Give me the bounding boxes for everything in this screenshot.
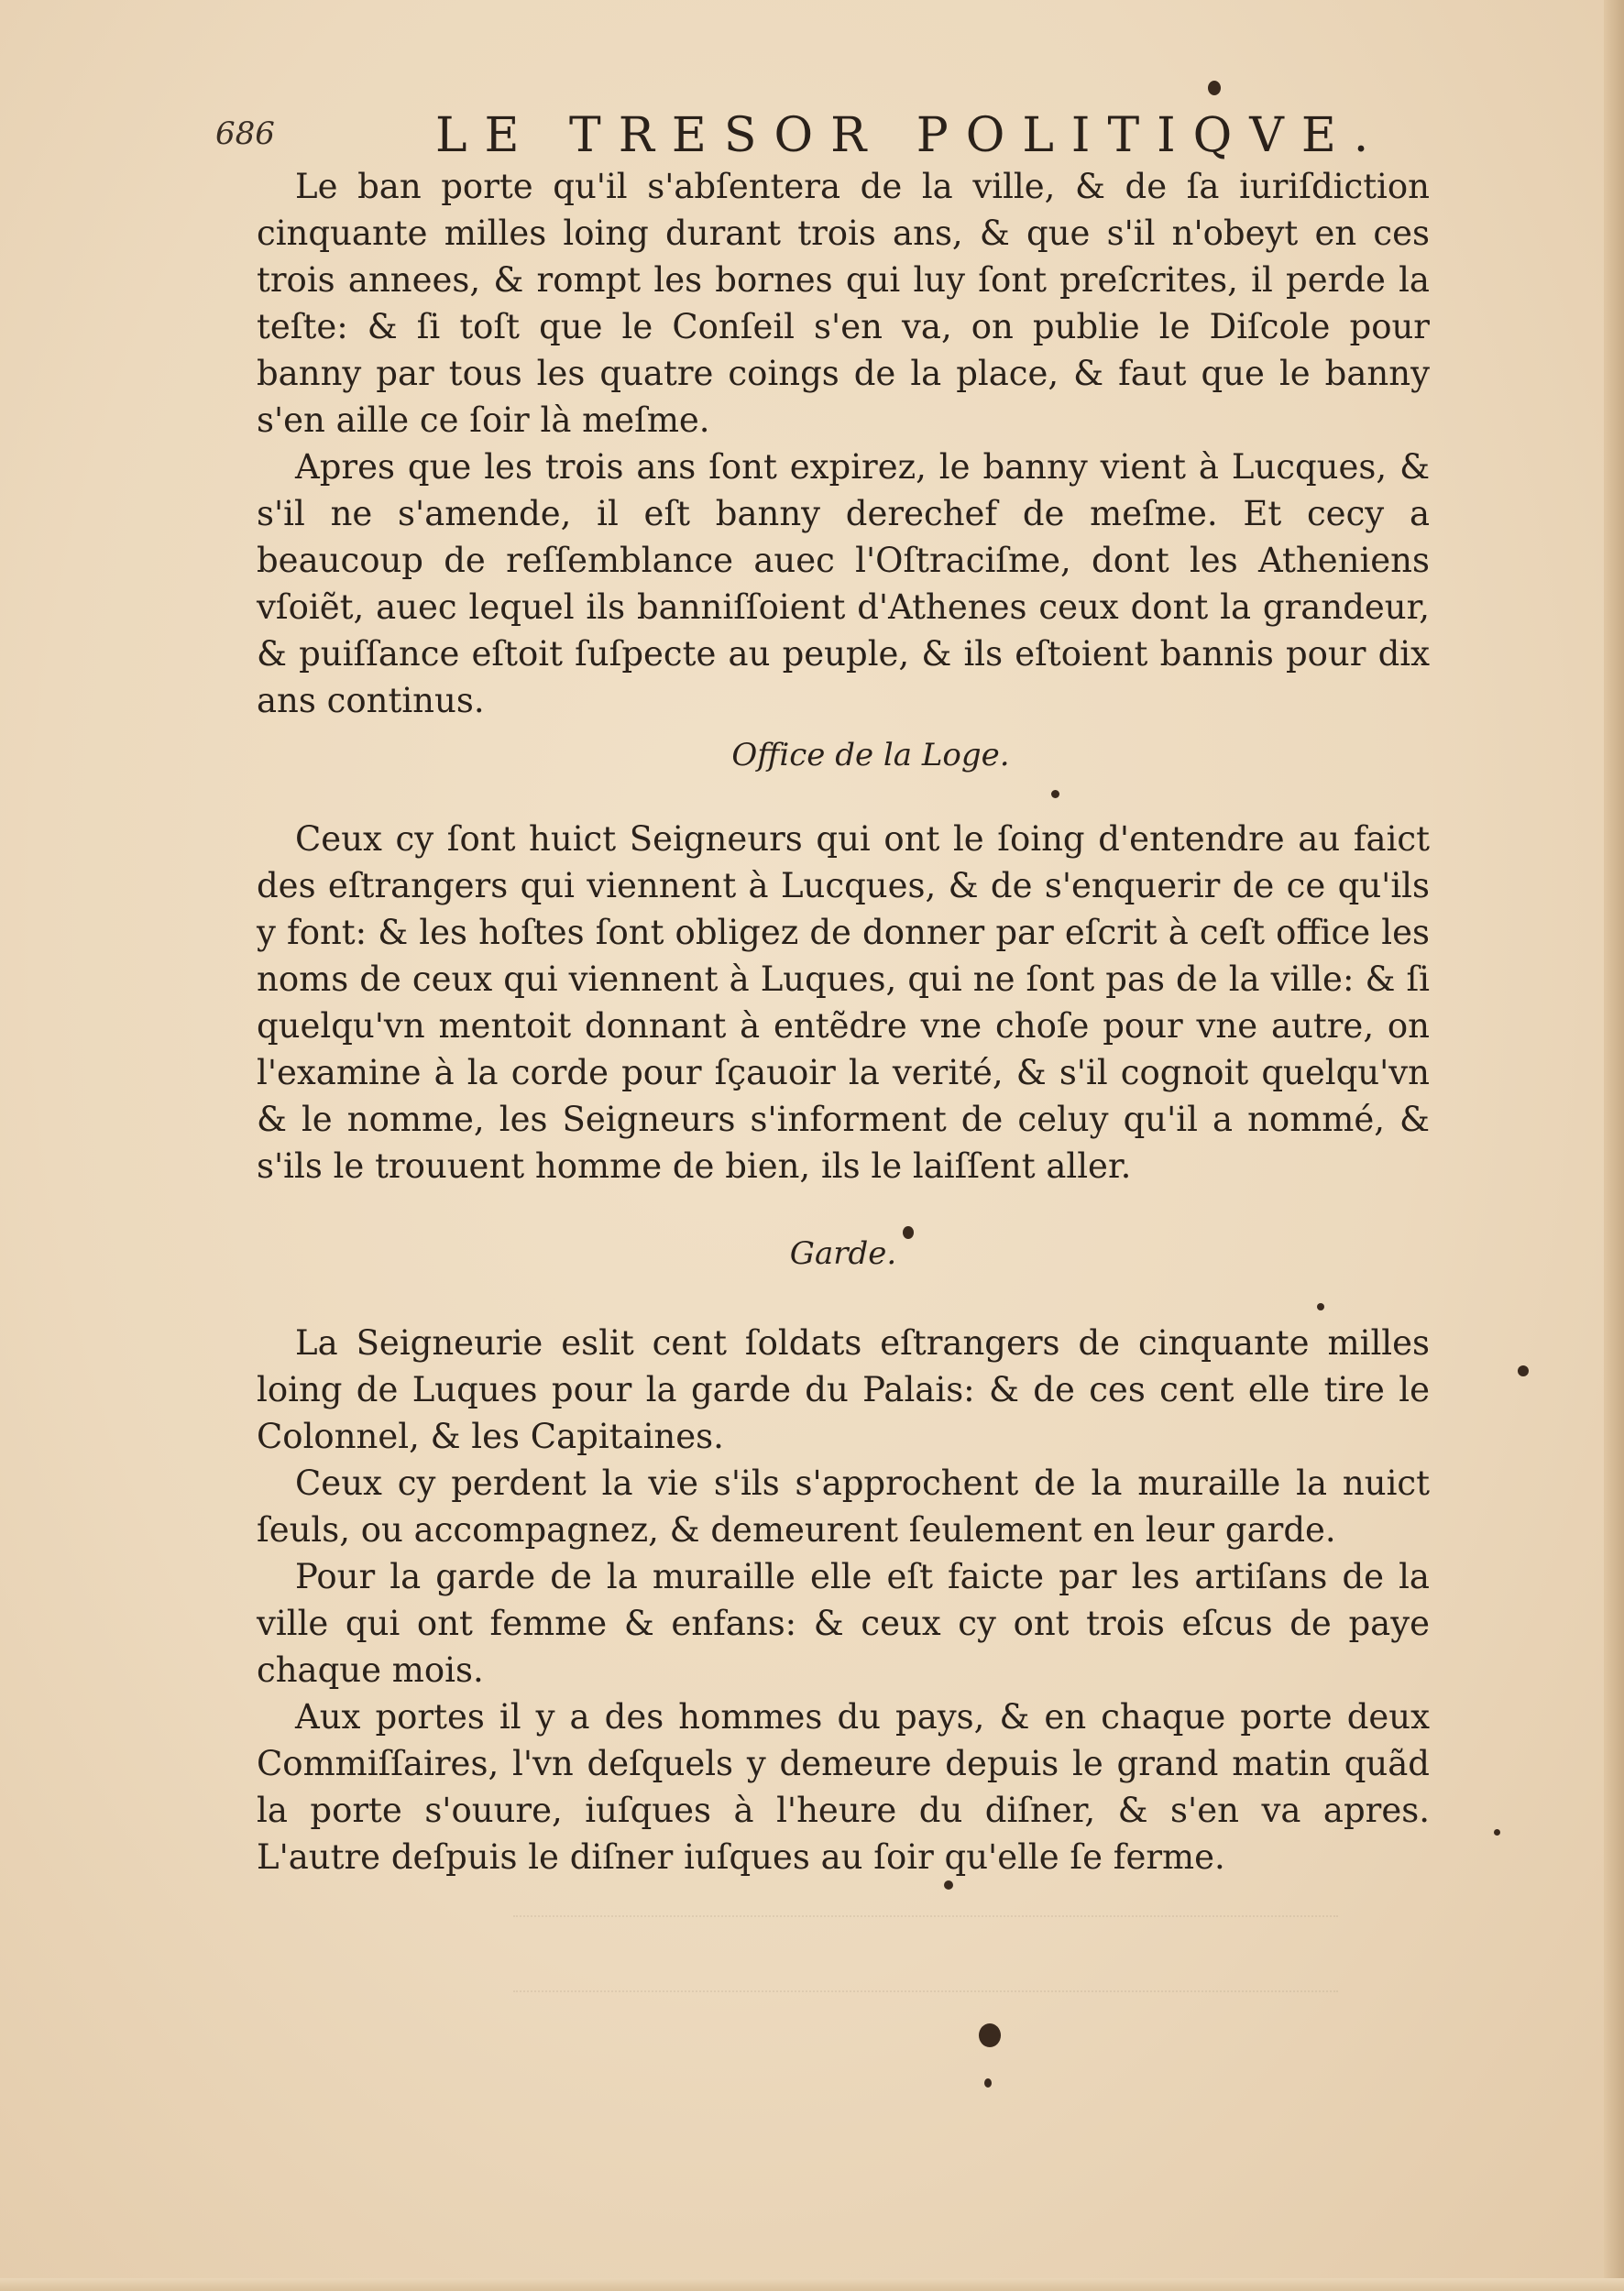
paragraph: Pour la garde de la muraille elle eſt faicte par les artiſans de la ville qui ont femme & enfans: & ceux cy ont trois eſcus de paye chaque mois.: [257, 1557, 1430, 1690]
paragraph: Le ban porte qu'il s'abſentera de la ville, & de ſa iuriſdiction cinquante milles loing durant trois ans, & que s'il n'obeyt en ces trois annees, & rompt les bornes qui luy ſont preſcrites, il perde la teſte: & ſi toſt que le Conſeil s'en va, on publie le Diſcole pour banny par tous les quatre coings de la place, & faut que le banny s'en aille ce ſoir là meſme.: [257, 167, 1430, 440]
paragraph: La Seigneurie eslit cent ſoldats eſtrangers de cinquante milles loing de Luques pour la garde du Palais: & de ces cent elle tire le Colonnel, & les Capitaines.: [257, 1323, 1430, 1456]
section-title-loge: Office de la Loge.: [731, 737, 1010, 773]
ink-spot: [984, 2078, 992, 2088]
page-header: [215, 108, 1434, 163]
ink-spot: [903, 1226, 914, 1239]
page-edge-right: [1604, 0, 1624, 2291]
section-title-garde: Garde.: [789, 1235, 897, 1272]
running-title: LE TRESOR POLITIQVE.: [435, 108, 1387, 163]
ink-spot: [1051, 790, 1059, 798]
page-number: 686: [215, 115, 275, 152]
ink-spot: [1317, 1303, 1324, 1310]
paragraph: Ceux cy ſont huict Seigneurs qui ont le ſoing d'entendre au faict des eſtrangers qui viennent à Lucques, & de s'enquerir de ce qu'ils y font: & les hoſtes ſont obligez de donner par eſcrit à ceſt office les noms de ceux qui viennent à Luques, qui ne ſont pas de la ville: & ſi quelqu'vn mentoit donnant à entẽdre vne choſe pour vne autre, on l'examine à la corde pour ſçauoir la verité, & s'il cognoit quelqu'vn & le nomme, les Seigneurs s'informent de celuy qu'il a nommé, & s'ils le trouuent homme de bien, ils le laiſſent aller.: [257, 819, 1430, 1186]
bleed-through-text: [513, 1915, 1338, 1992]
ink-spot: [979, 2023, 1001, 2047]
page-edge-bottom: [0, 2278, 1624, 2291]
ink-spot: [1518, 1365, 1529, 1376]
ink-spot: [1208, 81, 1221, 95]
page-body: [257, 163, 1430, 1880]
paragraph: Aux portes il y a des hommes du pays, & en chaque porte deux Commiſſaires, l'vn deſquels y demeure depuis le grand matin quãd la porte s'ouure, iuſques à l'heure du diſner, & s'en va apres. L'autre deſpuis le diſner iuſques au ſoir qu'elle ſe ferme.: [257, 1697, 1430, 1877]
paragraph: Apres que les trois ans ſont expirez, le banny vient à Lucques, & s'il ne s'amende, il eſt banny derechef de meſme. Et cecy a beaucoup de reſſemblance auec l'Oſtraciſme, dont les Atheniens vſoiẽt, auec lequel ils banniſſoient d'Athenes ceux dont la grandeur, & puiſſance eſtoit ſuſpecte au peuple, & ils eſtoient bannis pour dix ans continus.: [257, 447, 1430, 720]
ink-spot: [1494, 1829, 1500, 1836]
paragraph: Ceux cy perdent la vie s'ils s'approchent de la muraille la nuict ſeuls, ou accompagnez, & demeurent ſeulement en leur garde.: [257, 1463, 1430, 1550]
ink-spot: [944, 1880, 953, 1890]
